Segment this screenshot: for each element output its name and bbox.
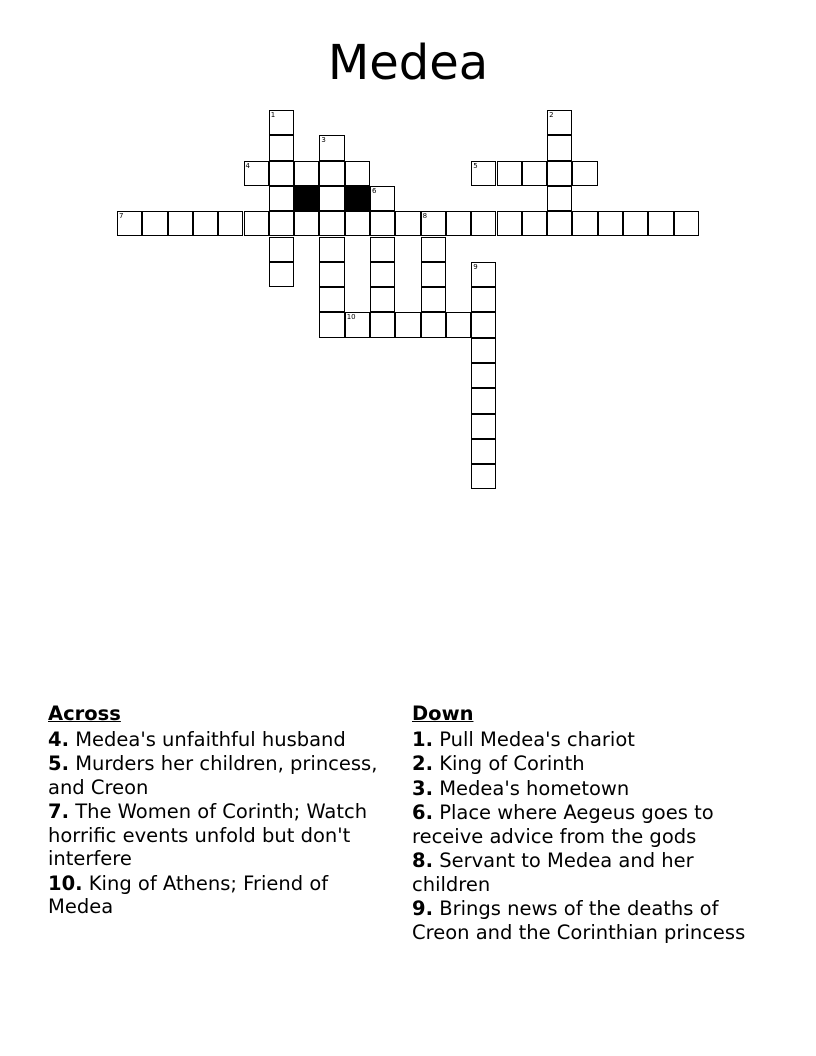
clue-down-8: 8. Servant to Medea and her children — [412, 849, 694, 896]
grid-cell[interactable] — [319, 186, 344, 211]
grid-cell[interactable] — [522, 161, 547, 186]
grid-cell[interactable] — [244, 161, 269, 186]
grid-cell[interactable] — [421, 262, 446, 287]
clue-down-9: 9. Brings news of the deaths of Creon and the Corinthian princess — [412, 897, 746, 944]
grid-cell[interactable] — [370, 262, 395, 287]
grid-cell[interactable] — [370, 287, 395, 312]
clue-across-7: 7. The Women of Corinth; Watch horrific events unfold but don't interfere — [48, 800, 368, 870]
grid-cell[interactable] — [522, 211, 547, 236]
grid-cell[interactable] — [421, 287, 446, 312]
black-cell — [345, 186, 370, 211]
grid-cell[interactable] — [395, 312, 420, 337]
grid-cell[interactable] — [319, 211, 344, 236]
across-clues — [48, 702, 393, 920]
grid-cell[interactable] — [623, 211, 648, 236]
grid-cell[interactable] — [319, 135, 344, 160]
down-clues — [412, 702, 777, 945]
down-heading: Down — [412, 702, 474, 725]
cell-number: 9 — [473, 262, 478, 271]
grid-cell[interactable] — [674, 211, 699, 236]
clue-down-6: 6. Place where Aegeus goes to receive advice from the gods — [412, 801, 714, 848]
grid-cell[interactable] — [471, 464, 496, 489]
grid-cell[interactable] — [370, 211, 395, 236]
grid-cell[interactable] — [446, 211, 471, 236]
clue-down-3: 3. Medea's hometown — [412, 776, 630, 800]
grid-cell[interactable] — [471, 262, 496, 287]
grid-cell[interactable] — [421, 312, 446, 337]
grid-cell[interactable] — [193, 211, 218, 236]
grid-cell[interactable] — [572, 161, 597, 186]
cell-number: 1 — [270, 111, 276, 119]
grid-cell[interactable] — [142, 211, 167, 236]
grid-cell[interactable] — [471, 287, 496, 312]
grid-cell[interactable] — [572, 211, 597, 236]
grid-cell[interactable] — [598, 211, 623, 236]
cell-number: 6 — [372, 186, 377, 195]
grid-cell[interactable] — [117, 211, 142, 236]
grid-cell[interactable] — [345, 211, 370, 236]
puzzle-title: Medea — [327, 35, 489, 91]
grid-cell[interactable] — [269, 161, 294, 186]
grid-cell[interactable] — [648, 211, 673, 236]
grid-cell[interactable] — [244, 211, 269, 236]
grid-cell[interactable] — [294, 211, 319, 236]
grid-cell[interactable] — [294, 161, 319, 186]
grid-cell[interactable] — [370, 312, 395, 337]
cell-number: 3 — [321, 136, 326, 145]
grid-cell[interactable] — [471, 388, 496, 413]
grid-cell[interactable] — [269, 237, 294, 262]
cell-number: 7 — [119, 212, 124, 221]
grid-cell[interactable] — [446, 312, 471, 337]
grid-cell[interactable] — [370, 186, 395, 211]
grid-cell[interactable] — [547, 186, 572, 211]
grid-cell[interactable] — [345, 161, 370, 186]
grid-cell[interactable] — [471, 211, 496, 236]
grid-cell[interactable] — [547, 211, 572, 236]
grid-cell[interactable] — [269, 186, 294, 211]
clue-across-4: 4. Medea's unfaithful husband — [48, 727, 346, 751]
grid-cell[interactable] — [269, 110, 294, 135]
cell-number: 10 — [346, 313, 356, 322]
grid-cell[interactable] — [471, 161, 496, 186]
grid-cell[interactable] — [168, 211, 193, 236]
cell-number: 2 — [549, 111, 554, 119]
grid-cell[interactable] — [547, 135, 572, 160]
grid-cell[interactable] — [471, 338, 496, 363]
black-cell — [294, 186, 319, 211]
grid-cell[interactable] — [319, 312, 344, 337]
grid-cell[interactable] — [471, 363, 496, 388]
cell-number: 4 — [245, 161, 250, 170]
clue-down-2: 2. King of Corinth — [412, 752, 585, 775]
grid-cell[interactable] — [497, 161, 522, 186]
grid-cell[interactable] — [319, 161, 344, 186]
grid-cell[interactable] — [395, 211, 420, 236]
grid-cell[interactable] — [421, 237, 446, 262]
grid-cell[interactable] — [269, 135, 294, 160]
grid-cell[interactable] — [471, 312, 496, 337]
grid-cell[interactable] — [471, 439, 496, 464]
grid-cell[interactable] — [421, 211, 446, 236]
clue-across-10: 10. King of Athens; Friend of Medea — [48, 871, 329, 918]
grid-cell[interactable] — [319, 237, 344, 262]
grid-cell[interactable] — [319, 262, 344, 287]
grid-cell[interactable] — [471, 414, 496, 439]
grid-cell[interactable] — [547, 110, 572, 135]
across-heading: Across — [48, 702, 121, 725]
grid-cell[interactable] — [547, 161, 572, 186]
grid-cell[interactable] — [345, 312, 370, 337]
grid-cell[interactable] — [370, 237, 395, 262]
clue-across-5: 5. Murders her children, princess, and Creon — [48, 752, 378, 799]
grid-cell[interactable] — [319, 287, 344, 312]
cell-number: 5 — [473, 161, 478, 170]
cell-number: 8 — [422, 212, 428, 221]
grid-cell[interactable] — [269, 211, 294, 236]
grid-cell[interactable] — [218, 211, 243, 236]
grid-cell[interactable] — [497, 211, 522, 236]
grid-cell[interactable] — [269, 262, 294, 287]
clue-down-1: 1. Pull Medea's chariot — [412, 727, 635, 751]
